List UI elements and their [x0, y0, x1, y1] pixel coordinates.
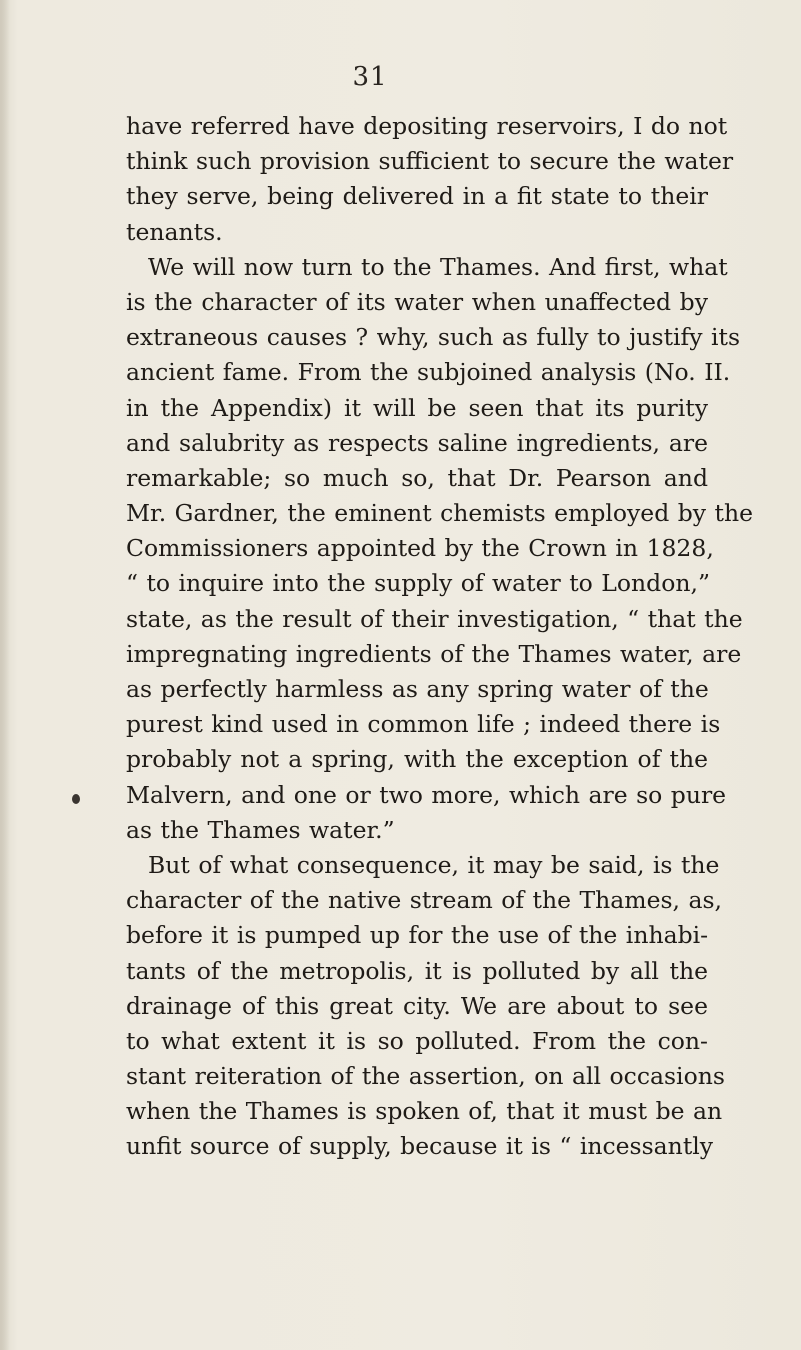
text-line: “ to inquire into the supply of water to London,”	[126, 569, 710, 598]
text-line: Commissioners appointed by the Crown in 1828,	[126, 534, 714, 563]
text-line: as perfectly harmless as any spring water of the	[126, 675, 709, 703]
paragraph-start-line: But of what consequence, it may be said, is the	[148, 850, 720, 879]
paragraph-start-line: We will now turn to the Thames. And first, what	[148, 252, 728, 281]
text-line: extraneous causes ? why, such as fully to justify its	[126, 323, 740, 352]
text-line: as the Thames water.”	[126, 815, 395, 844]
text-line: when the Thames is spoken of, that it must be an	[126, 1097, 723, 1126]
text-line: think such provision sufficient to secure the water	[126, 147, 734, 176]
text-line: remarkable; so much so, that Dr. Pearson and	[126, 463, 708, 492]
text-line: impregnating ingredients of the Thames water, are	[126, 639, 742, 668]
ink-speck	[72, 794, 80, 804]
text-line: Malvern, and one or two more, which are so pure	[126, 780, 727, 809]
text-line: before it is pumped up for the use of the inhabi-	[126, 921, 709, 950]
text-line: state, as the result of their investigation, “ that the	[126, 604, 743, 633]
text-line: unfit source of supply, because it is “ incessantly	[126, 1132, 714, 1161]
text-line: purest kind used in common life ; indeed there is	[126, 710, 721, 739]
text-line: tenants.	[126, 217, 223, 246]
text-line: Mr. Gardner, the eminent chemists employed by the	[126, 499, 754, 528]
text-line: have referred have depositing reservoirs, I do not	[126, 112, 728, 140]
body-text	[126, 109, 754, 1165]
text-line: in the Appendix) it will be seen that its purity	[126, 393, 708, 422]
text-line: to what extent it is so polluted. From the con-	[126, 1026, 708, 1055]
text-line: stant reiteration of the assertion, on all occasions	[126, 1062, 725, 1091]
text-line: character of the native stream of the Thames, as,	[126, 886, 723, 915]
text-line: tants of the metropolis, it is polluted by all the	[126, 956, 708, 985]
text-line: drainage of this great city. We are about to see	[126, 991, 708, 1020]
text-line: probably not a spring, with the exception of the	[126, 745, 708, 774]
text-line: they serve, being delivered in a fit state to their	[126, 182, 708, 211]
text-line: and salubrity as respects saline ingredients, are	[126, 428, 708, 457]
text-line: is the character of its water when unaffected by	[126, 287, 708, 316]
page-number: 31	[352, 62, 388, 92]
gutter-shadow	[0, 0, 10, 1350]
text-line: ancient fame. From the subjoined analysis (No. II.	[126, 358, 731, 387]
